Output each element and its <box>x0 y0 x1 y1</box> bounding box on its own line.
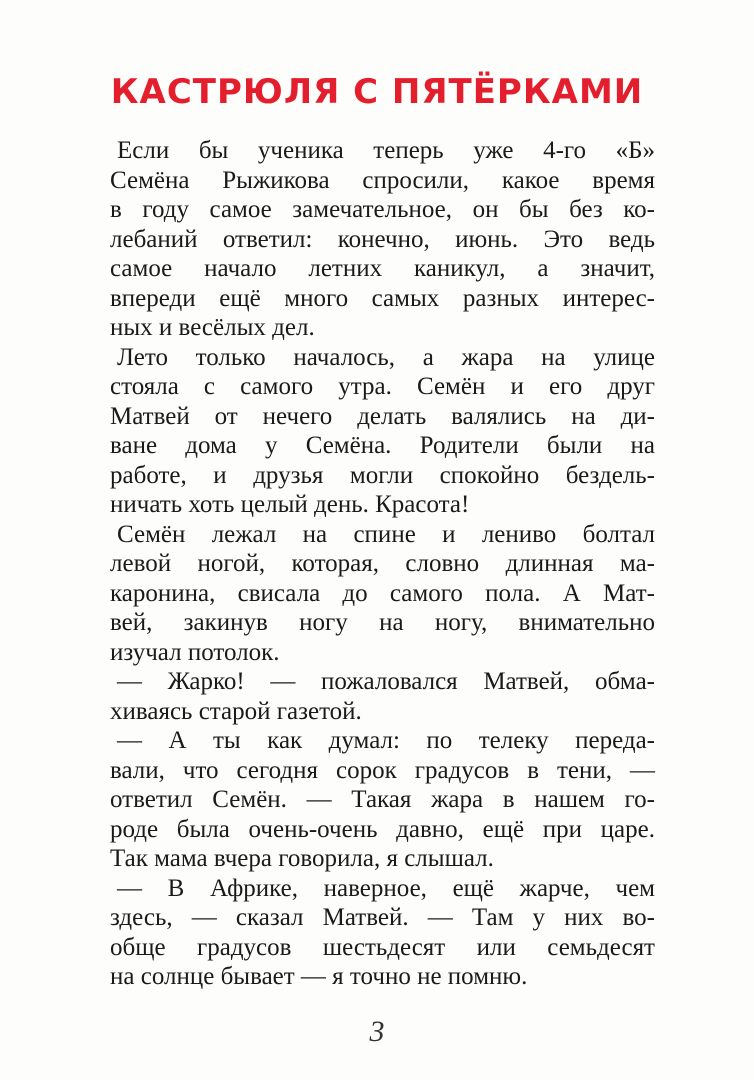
text-line: лебаний ответил: конечно, июнь. Это ведь <box>110 225 655 253</box>
text-line: Так мама вчера говорила, я слышал. <box>110 845 494 872</box>
text-line: роде была очень-очень давно, ещё при царе. <box>110 815 655 843</box>
text-line: вали, что сегодня сорок градусов в тени, — <box>110 756 655 784</box>
text-line: каронина, свисала до самого пола. А Мат- <box>110 579 655 607</box>
text-line: — Жарко! — пожаловался Матвей, обма- <box>117 668 655 695</box>
paragraph <box>110 874 655 992</box>
text-line: Если бы ученика теперь уже 4-го «Б» <box>117 137 655 164</box>
page-number: 3 <box>369 1015 385 1048</box>
text-line: здесь, — сказал Матвей. — Там у них во- <box>110 904 655 931</box>
text-line: Семёна Рыжикова спросили, какое время <box>110 166 655 194</box>
text-line: — А ты как думал: по телеку переда- <box>117 727 655 754</box>
text-line: стояла с самого утра. Семён и его друг <box>110 373 655 400</box>
text-line: в году самое замечательное, он бы без ко- <box>110 196 655 223</box>
text-line: на солнце бывает — я точно не помню. <box>110 963 528 990</box>
text-line: Матвей от нечего делать валялись на ди- <box>110 402 655 430</box>
text-line: впереди ещё много самых разных интерес- <box>110 284 655 312</box>
text-line: самое начало летних каникул, а значит, <box>110 255 655 282</box>
story-text <box>110 136 655 992</box>
text-line: Семён лежал на спине и лениво болтал <box>117 520 655 548</box>
paragraph <box>110 520 655 668</box>
text-line: ване дома у Семёна. Родители были на <box>110 432 655 459</box>
paragraph <box>110 667 655 726</box>
text-line: ничать хоть целый день. Красота! <box>110 491 470 518</box>
text-line: левой ногой, которая, словно длинная ма- <box>110 550 655 577</box>
text-line: обще градусов шестьдесят или семьдесят <box>110 933 655 961</box>
text-line: хиваясь старой газетой. <box>110 697 362 725</box>
text-line: работе, и друзья могли спокойно бездель- <box>110 461 655 489</box>
paragraph <box>110 726 655 874</box>
text-line: — В Африке, наверное, ещё жарче, чем <box>117 874 655 902</box>
paragraph <box>110 343 655 520</box>
text-line: ных и весёлых дел. <box>110 314 315 341</box>
text-line: изучал потолок. <box>110 638 280 666</box>
text-line: ответил Семён. — Такая жара в нашем го- <box>110 786 655 813</box>
paragraph <box>110 136 655 343</box>
text-line: Лето только началось, а жара на улице <box>117 343 655 371</box>
text-line: вей, закинув ногу на ногу, внимательно <box>110 609 655 636</box>
chapter-title: КАСТРЮЛЯ С ПЯТЁРКАМИ <box>110 72 644 112</box>
